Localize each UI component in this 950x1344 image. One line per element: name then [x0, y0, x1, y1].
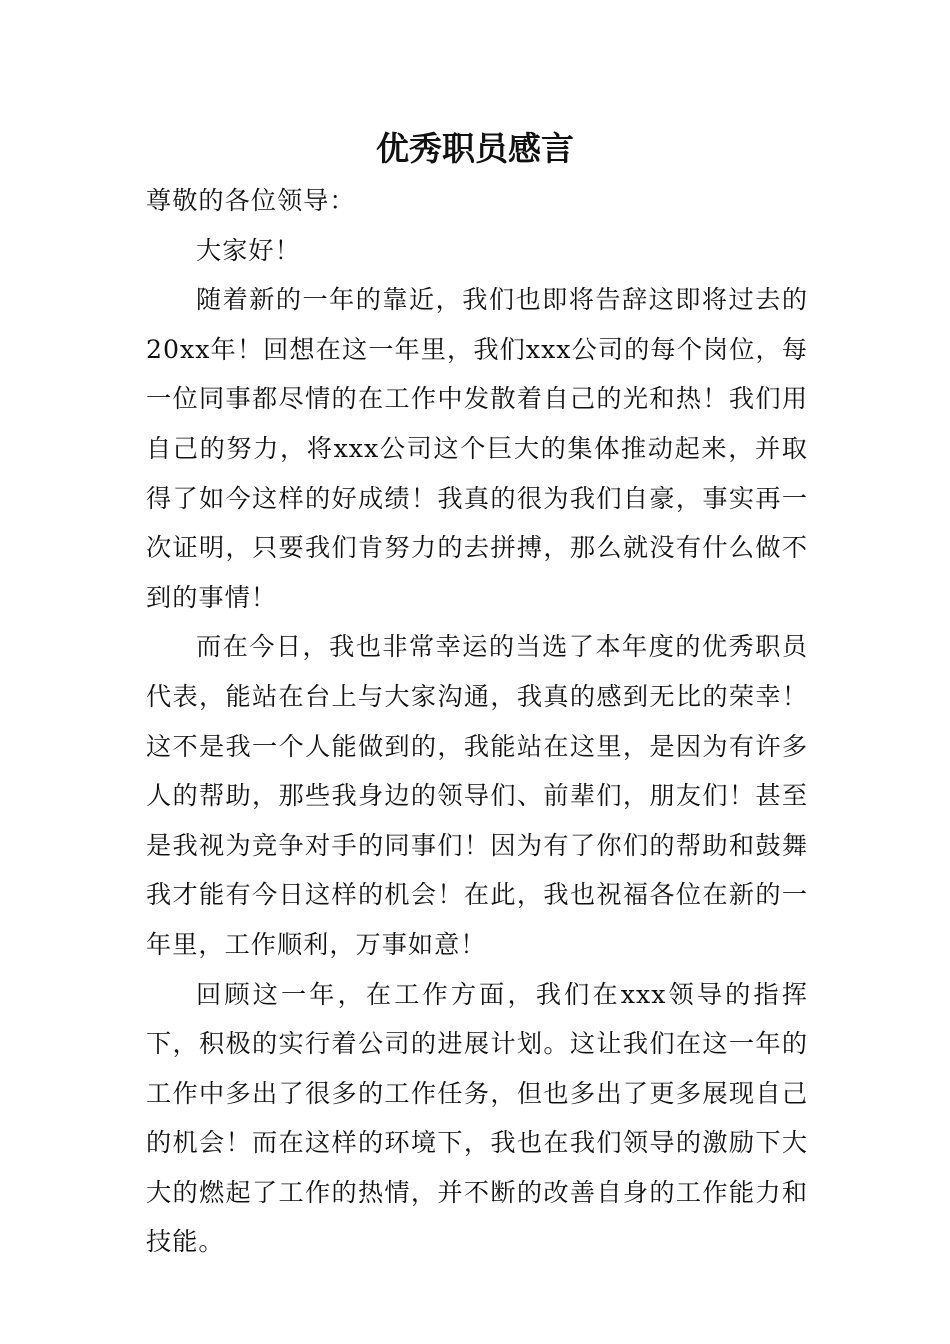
paragraph-thanks: 而在今日，我也非常幸运的当选了本年度的优秀职员代表，能站在台上与大家沟通，我真的感到无比的荣幸！这不是我一个人能做到的，我能站在这里，是因为有许多人的帮助，那些我身边的领导们、前辈们，朋友们！甚至是我视为竞争对手的同事们！因为有了你们的帮助和鼓舞我才能有今日这样的机会！在此，我也祝福各位在新的一年里，工作顺利，万事如意！ — [146, 632, 808, 959]
paragraph-greeting: 大家好！ — [196, 235, 301, 265]
salutation: 尊敬的各位领导： — [146, 186, 356, 215]
paragraph-year-review: 随着新的一年的靠近，我们也即将告辞这即将过去的20xx年！回想在这一年里，我们xxx公司的每个岗位，每一位同事都尽情的在工作中发散着自己的光和热！我们用自己的努力，将xxx公司这个巨大的集体推动起来，并取得了如今这样的好成绩！我真的很为我们自豪，事实再一次证明，只要我们肯努力的去拼搏，那么就没有什么做不到的事情！ — [146, 285, 808, 612]
document-title: 优秀职员感言 — [376, 129, 574, 168]
paragraph-work: 回顾这一年，在工作方面，我们在xxx领导的指挥下，积极的实行着公司的进展计划。这让我们在这一年的工作中多出了很多的工作任务，但也多出了更多展现自己的机会！而在这样的环境下，我也在我们领导的激励下大大的燃起了工作的热情，并不断的改善自身的工作能力和技能。 — [146, 979, 808, 1257]
document-body — [146, 176, 808, 1267]
